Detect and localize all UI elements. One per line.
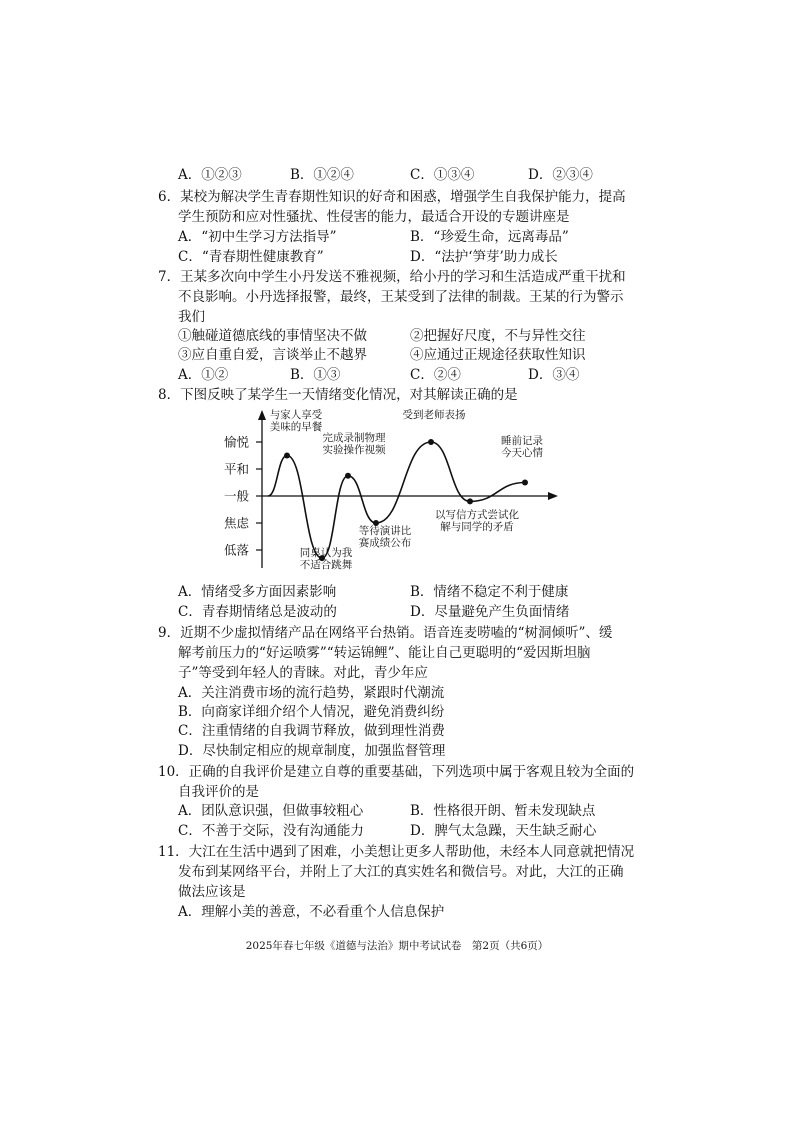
q9-option-d: D．尽快制定相应的规章制度，加强监督管理 [178, 743, 446, 759]
q11-stem-line-2: 发布到某网络平台，并附上了大江的真实姓名和微信号。对此，大江的正确 [178, 864, 624, 880]
q6-option-b: B．“珍爱生命，远离毒品” [410, 229, 569, 245]
q11-stem-line-1: 11．大江在生活中遇到了困难，小美想让更多人帮助他，未经本人同意就把情况 [158, 844, 635, 860]
q7-item-1: ①触碰道德底线的事情坚决不做 [178, 328, 367, 344]
q10-option-a: A．团队意识强，但做事较粗心 [178, 803, 364, 819]
y-tick-label: 平和 [223, 461, 249, 477]
q7-option-d: D．③④ [528, 367, 580, 383]
q10-option-b: B．性格很开朗、暂未发现缺点 [410, 803, 596, 819]
q6-option-d: D．“法护‘笋芽’助力成长 [410, 249, 558, 265]
q5-option-c: C．①③④ [410, 167, 475, 183]
data-point [284, 453, 290, 459]
q10-stem-line-1: 10．正确的自我评价是建立自尊的重要基础，下列选项中属于客观且较为全面的 [158, 764, 635, 780]
point-annotation: 完成录制物理实验操作视频 [322, 432, 386, 456]
q8-stem: 8．下图反映了某学生一天情绪变化情况，对其解读正确的是 [158, 387, 518, 403]
q7-option-c: C．②④ [410, 367, 461, 383]
y-axis-arrow [258, 410, 266, 420]
q10-option-c: C．不善于交际，没有沟通能力 [178, 823, 364, 839]
q7-item-3: ③应自重自爱，言谈举止不越界 [178, 347, 367, 363]
point-annotation: 睡前记录今天心情 [501, 435, 543, 459]
q7-stem-line-2: 不良影响。小丹选择报警，最终，王某受到了法律的制裁。王某的行为警示 [178, 289, 624, 305]
q8-option-b: B．情绪不稳定不利于健康 [410, 584, 569, 600]
q11-option-a: A．理解小美的善意，不必看重个人信息保护 [178, 904, 445, 920]
q6-option-a: A．“初中生学习方法指导” [178, 229, 337, 245]
q10-stem-line-2: 自我评价的是 [178, 784, 259, 800]
q7-option-b: B．①③ [290, 367, 341, 383]
data-point [428, 439, 434, 445]
q6-stem-line-1: 6．某校为解决学生青春期性知识的好奇和困惑，增强学生自我保护能力，提高 [158, 189, 626, 205]
q7-option-a: A．①② [178, 367, 229, 383]
point-annotation: 同桌认为我不适合跳舞 [299, 547, 353, 571]
point-annotation: 与家人享受美味的早餐 [269, 409, 323, 433]
q11-stem-line-3: 做法应该是 [178, 884, 246, 900]
q9-option-b: B．向商家详细介绍个人情况，避免消费纠纷 [178, 704, 445, 720]
data-point [467, 498, 473, 504]
q9-stem-line-3: 子”等受到年轻人的青睐。对此，青少年应 [178, 665, 428, 681]
q9-stem-line-2: 解考前压力的“好运喷雾”“转运锦鲤”、能让自己更聪明的“爱因斯坦脑 [178, 645, 591, 661]
q8-option-a: A．情绪受多方面因素影响 [178, 584, 337, 600]
q5-option-d: D．②③④ [528, 167, 593, 183]
point-annotation: 等待演讲比赛成绩公布 [358, 525, 412, 549]
q9-option-a: A．关注消费市场的流行趋势，紧跟时代潮流 [178, 685, 445, 701]
y-tick-label: 低落 [223, 542, 249, 558]
y-tick-label: 一般 [223, 488, 249, 504]
q5-option-a: A．①②③ [178, 167, 242, 183]
data-point [522, 480, 528, 486]
q8-option-c: C．青春期情绪总是波动的 [178, 604, 337, 620]
y-tick-label: 焦虑 [223, 515, 249, 531]
page-footer: 2025年春七年级《道德与法治》期中考试试卷 第2页（共6页） [245, 940, 549, 952]
q6-stem-line-2: 学生预防和应对性骚扰、性侵害的能力，最适合开设的专题讲座是 [178, 209, 570, 225]
q9-stem-line-1: 9．近期不少虚拟情绪产品在网络平台热销。语音连麦唠嗑的“树洞倾听”、缓 [158, 625, 613, 641]
q7-item-2: ②把握好尺度，不与异性交往 [410, 328, 586, 344]
q7-stem-line-3: 我们 [178, 309, 205, 325]
q5-option-b: B．①②④ [290, 167, 354, 183]
q8-option-d: D．尽量避免产生负面情绪 [410, 604, 570, 620]
q9-option-c: C．注重情绪的自我调节释放，做到理性消费 [178, 723, 445, 739]
q6-option-c: C．“青春期性健康教育” [178, 249, 324, 265]
x-axis-arrow [548, 492, 558, 500]
q7-stem-line-1: 7．王某多次向中学生小丹发送不雅视频，给小丹的学习和生活造成严重干扰和 [158, 269, 626, 285]
data-point [345, 473, 351, 479]
q7-item-4: ④应通过正规途径获取性知识 [410, 347, 586, 363]
point-annotation: 受到老师表扬 [402, 409, 466, 421]
q10-option-d: D．脾气太急躁，天生缺乏耐心 [410, 823, 597, 839]
y-tick-label: 愉悦 [223, 434, 249, 450]
point-annotation: 以写信方式尝试化解与同学的矛盾 [435, 509, 519, 533]
